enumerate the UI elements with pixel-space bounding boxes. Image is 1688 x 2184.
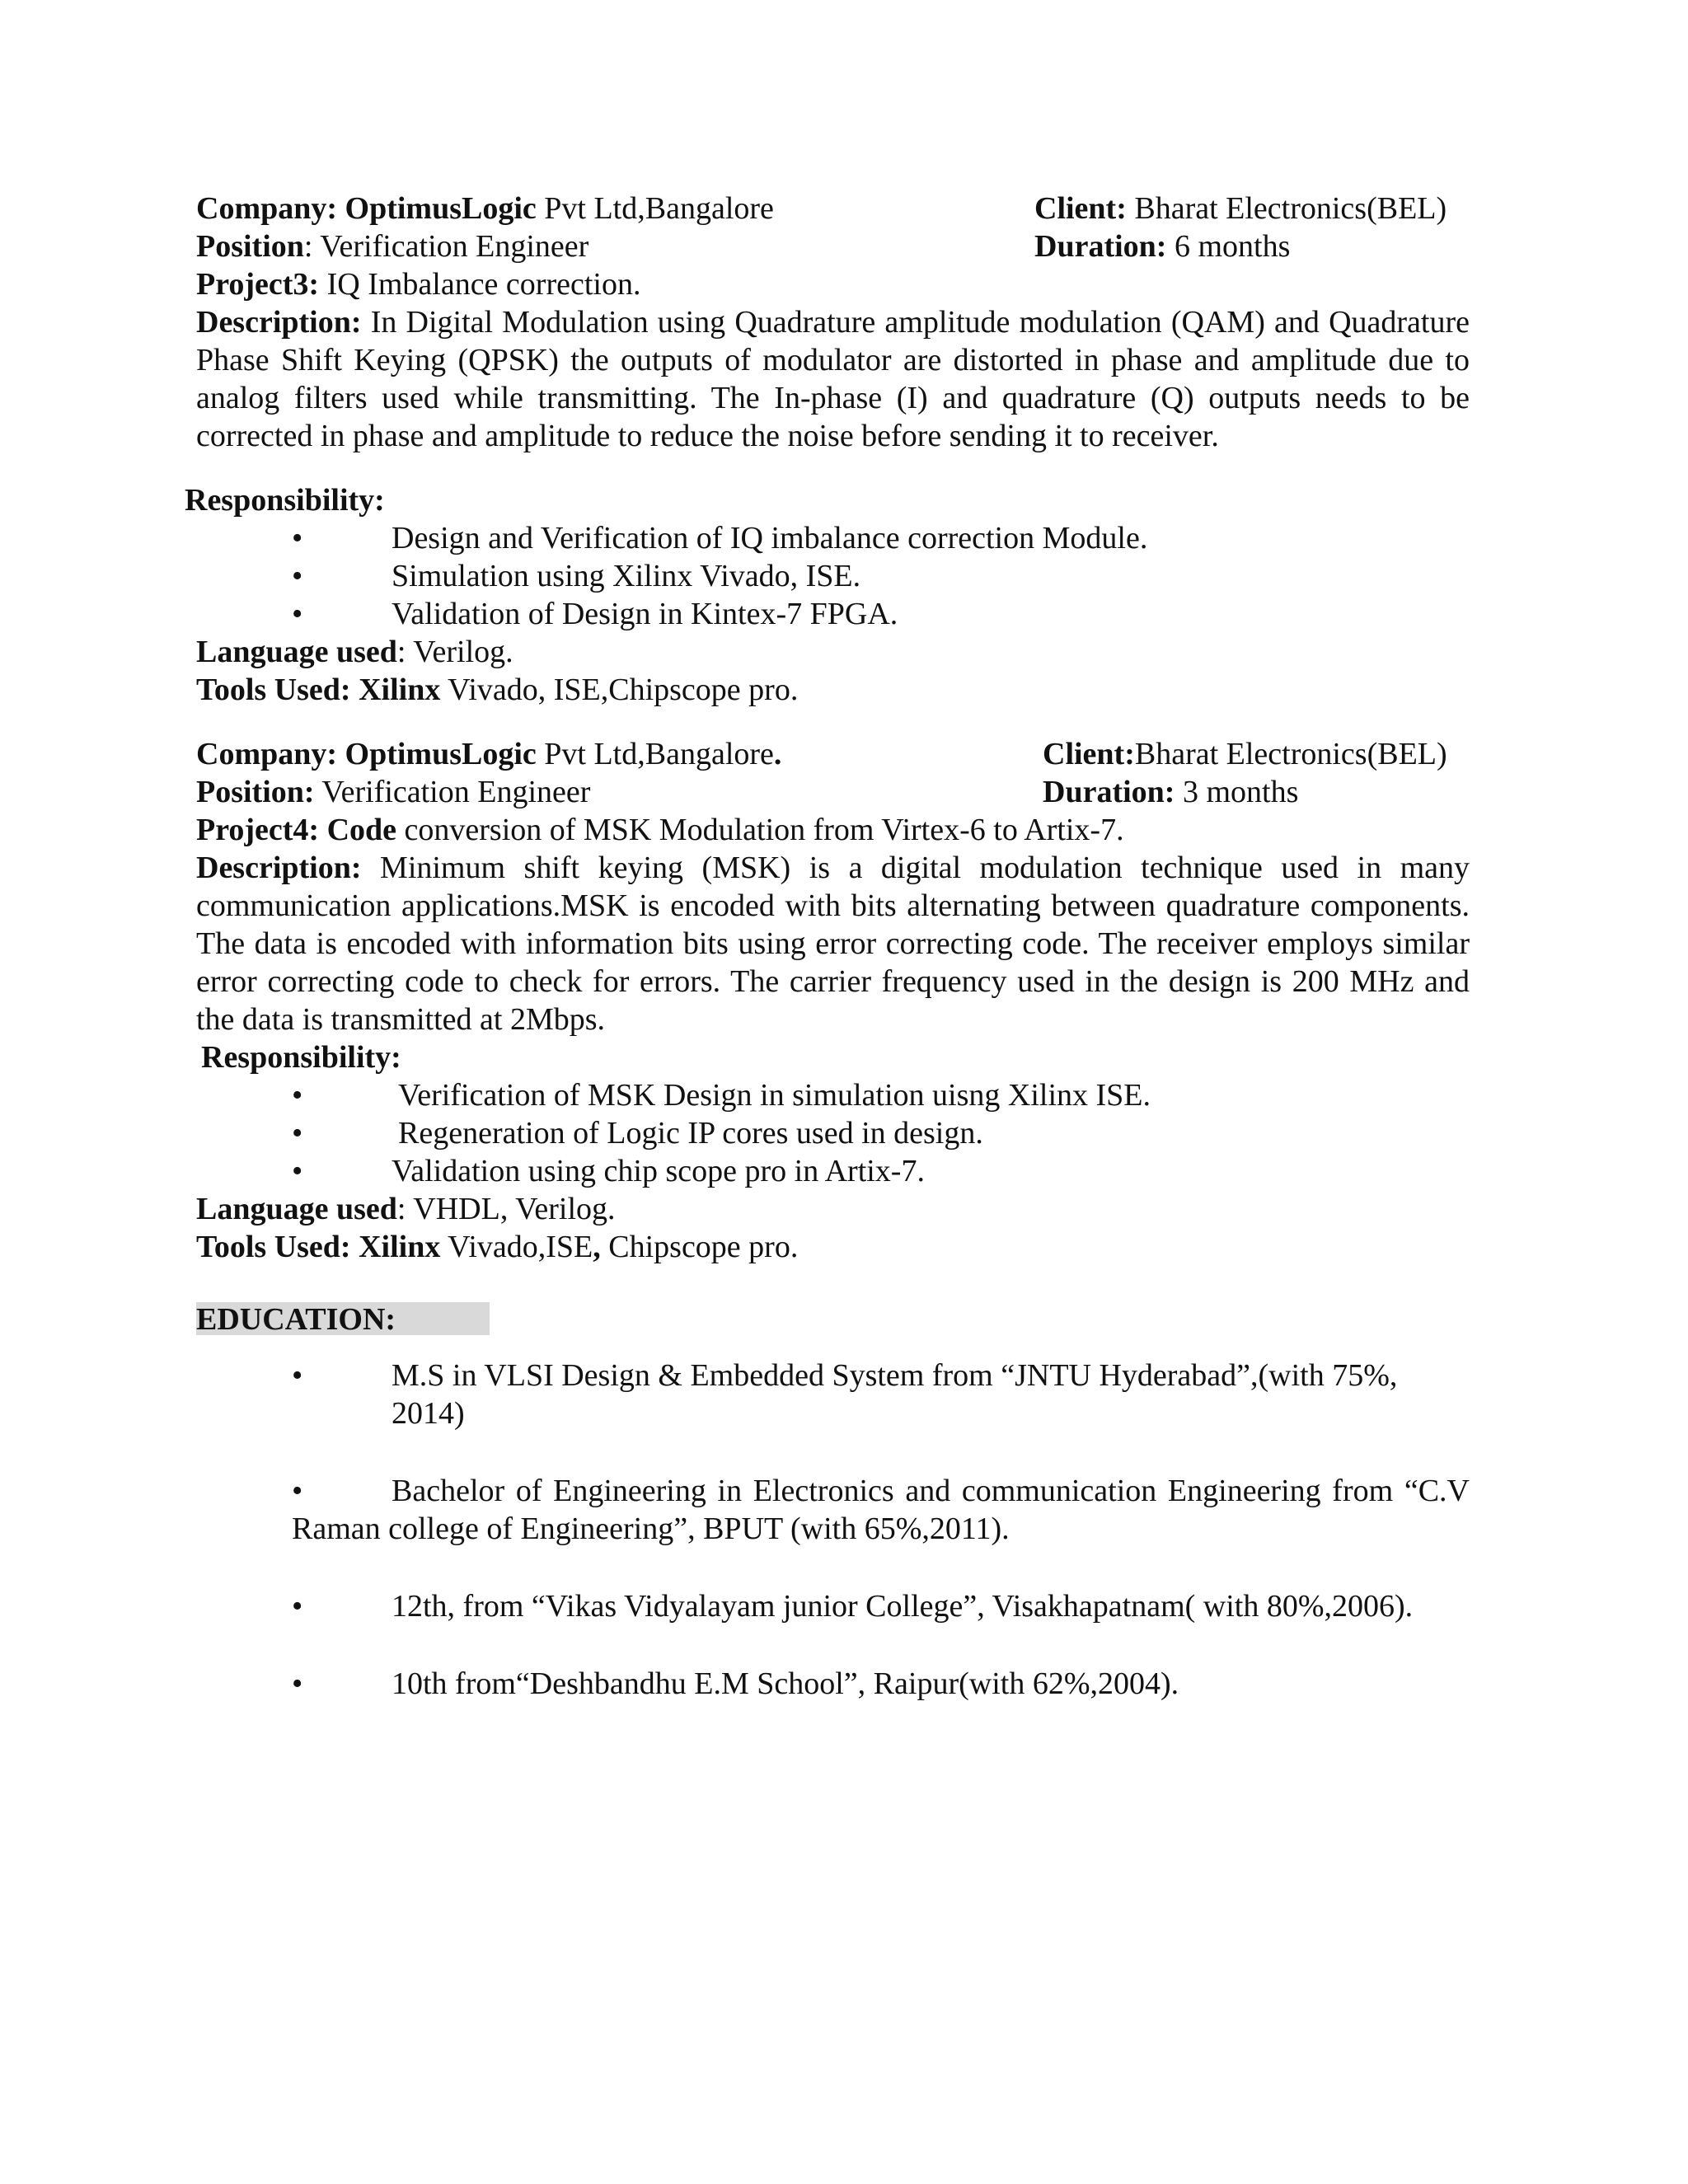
list-item: • Verification of MSK Design in simulation uisng Xilinx ISE.: [292, 1078, 1151, 1113]
language-value: : Verilog.: [396, 635, 513, 669]
duration-field: [1034, 227, 1290, 265]
list-item: • Design and Verification of IQ imbalance correction Module.: [292, 521, 1148, 555]
company-name: OptimusLogic: [345, 191, 537, 226]
tools-value: Vivado,ISE: [440, 1230, 593, 1264]
company-name: OptimusLogic: [345, 737, 537, 771]
list-item: • Regeneration of Logic IP cores used in design.: [292, 1116, 983, 1151]
bullet-icon: •: [292, 559, 303, 593]
project4-responsibility-list: [196, 1076, 1470, 1190]
project-label: Project3:: [196, 267, 320, 302]
project3-company-row: [196, 190, 1470, 227]
bullet-icon: •: [292, 1078, 303, 1113]
education-section: [196, 1301, 1470, 1703]
duration-label: Duration:: [1043, 775, 1175, 809]
bullet-icon: •: [292, 1154, 303, 1188]
bullet-icon: •: [292, 1116, 303, 1151]
list-item: • 12th, from “Vikas Vidyalayam junior College”, Visakhapatnam( with 80%,2006).: [292, 1589, 1414, 1624]
bullet-icon: •: [292, 1666, 303, 1701]
project-code: Code: [319, 813, 397, 847]
bullet-icon: •: [292, 521, 303, 555]
client-value: Bharat Electronics(BEL): [1134, 737, 1447, 771]
tools-value: Vivado, ISE,Chipscope pro.: [440, 673, 799, 707]
project3-responsibility-heading: Responsibility:: [185, 483, 385, 518]
duration-value: 6 months: [1166, 229, 1291, 264]
description-label: Description:: [196, 305, 362, 340]
client-field: [1034, 190, 1447, 227]
project4-company-row: Company: OptimusLogic Pvt Ltd,Bangalore. Client:Bharat Electronics(BEL): [196, 737, 1447, 771]
duration-value: 3 months: [1175, 775, 1299, 809]
description-text: In Digital Modulation using Quadrature amplitude modulation (QAM) and Quadrature Phase Shift Keying (QPSK) the outputs of modulator are distorted in phase and amplitude due to analog filters used while transmitting. The In-phase (I) and quadrature (Q) outputs needs to be corrected in phase and amplitude to reduce the noise before sending it to receiver.: [196, 305, 1470, 453]
project4-position-row: [196, 773, 1470, 811]
project3-responsibility-list: [196, 519, 1470, 633]
language-label: Language used: [196, 1192, 397, 1226]
client-value: Bharat Electronics(BEL): [1126, 191, 1447, 226]
company-label: Company:: [196, 191, 338, 226]
education-list: [196, 1357, 1470, 1703]
position-value: Verification Engineer: [314, 775, 591, 809]
project4-description: [196, 849, 1470, 1038]
project-title: IQ Imbalance correction.: [319, 267, 641, 302]
position-label: Position:: [196, 775, 315, 809]
company-label: Company:: [196, 737, 338, 771]
tools-label: Tools Used: Xilinx: [196, 1230, 441, 1264]
project3-language-row: [196, 633, 1470, 671]
list-item: • M.S in VLSI Design & Embedded System from “JNTU Hyderabad”,(with 75%, 2014): [292, 1358, 1398, 1431]
project3-description: [196, 303, 1470, 455]
duration-label: Duration:: [1034, 229, 1167, 264]
project-label: Project4:: [196, 813, 320, 847]
project-title: conversion of MSK Modulation from Virtex-6 to Artix-7.: [396, 813, 1124, 847]
client-label: Client:: [1043, 737, 1135, 771]
project4-tools-row: Tools Used: Xilinx Vivado,ISE, Chipscope pro.: [196, 1230, 799, 1264]
project4-responsibility-heading: Responsibility:: [201, 1040, 401, 1075]
project4-title-row: [196, 811, 1470, 849]
project4-language-row: [196, 1190, 1470, 1228]
list-item: • Validation of Design in Kintex-7 FPGA.: [292, 597, 898, 631]
company-location: Pvt Ltd,Bangalore: [536, 191, 774, 226]
position-value: : Verification Engineer: [303, 229, 589, 264]
bullet-icon: •: [292, 1589, 303, 1624]
description-label: Description:: [196, 851, 362, 885]
language-value: : VHDL, Verilog.: [396, 1192, 616, 1226]
bullet-icon: •: [292, 597, 303, 631]
resume-page: [185, 190, 1470, 1742]
project3-position-row: [196, 227, 1470, 265]
project3-tools-row: [196, 671, 1470, 709]
company-location: Pvt Ltd,Bangalore: [536, 737, 774, 771]
client-field: [1043, 735, 1447, 773]
position-label: Position: [196, 229, 304, 264]
description-text: Minimum shift keying (MSK) is a digital modulation technique used in many communication applications.MSK is encoded with bits alternating between quadrature components. The data is encoded with information bits using error correcting code. The receiver employs similar error correcting code to check for errors. The carrier frequency used in the design is 200 MHz and the data is transmitted at 2Mbps.: [196, 851, 1470, 1037]
list-item: • Validation using chip scope pro in Artix-7.: [292, 1154, 925, 1188]
list-item: • Simulation using Xilinx Vivado, ISE.: [292, 559, 861, 593]
project3-title-row: [196, 265, 1470, 303]
education-heading: EDUCATION:: [196, 1302, 490, 1335]
bullet-icon: •: [292, 1358, 303, 1393]
language-label: Language used: [196, 635, 397, 669]
client-label: Client:: [1034, 191, 1127, 226]
list-item: • Bachelor of Engineering in Electronics and communication Engineering from “C.V Raman college of Engineering”, BPUT (with 65%,2011).: [292, 1474, 1470, 1546]
tools-label: Tools Used: Xilinx: [196, 673, 441, 707]
list-item: • 10th from“Deshbandhu E.M School”, Raipur(with 62%,2004).: [292, 1666, 1179, 1701]
duration-field: [1043, 773, 1298, 811]
